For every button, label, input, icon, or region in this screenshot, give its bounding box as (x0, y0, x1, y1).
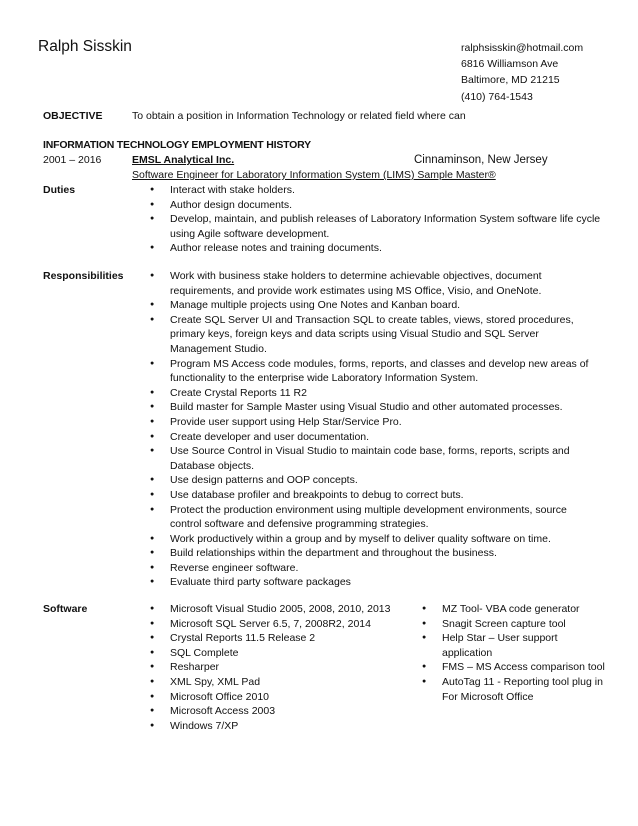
list-item: ● Use design patterns and OOP concepts. (150, 473, 592, 488)
duties-label: Duties (43, 184, 76, 196)
list-item: ● XML Spy, XML Pad (150, 675, 412, 690)
objective-text: To obtain a position in Information Technology or related field where can (132, 110, 466, 122)
employer-name: EMSL Analytical Inc. (132, 154, 235, 166)
street-address: 6816 Williamson Ave (461, 58, 559, 71)
employer-location: Cinnaminson, New Jersey (414, 154, 548, 166)
list-item: ● AutoTag 11 - Reporting tool plug in For Microsoft Office (422, 675, 607, 704)
list-item: ● FMS – MS Access comparison tool (422, 660, 607, 675)
objective-label: OBJECTIVE (43, 110, 103, 122)
list-item: ● Crystal Reports 11.5 Release 2 (150, 631, 412, 646)
list-item: ● Work with business stake holders to determine achievable objectives, document requirements, and provide work estimates using MS Office, Visio, and OneNote. (150, 269, 592, 298)
list-item: ● SQL Complete (150, 646, 412, 661)
list-item: ● Use database profiler and breakpoints to debug to correct buts. (150, 488, 592, 503)
list-item: ● Build master for Sample Master using Visual Studio and other automated processes. (150, 400, 592, 415)
job-title: Software Engineer for Laboratory Information System (LIMS) Sample Master® (132, 169, 496, 181)
list-item: ● Work productively within a group and by myself to deliver quality software on time. (150, 532, 592, 547)
contact-block (461, 40, 583, 105)
list-item: ● Microsoft SQL Server 6.5, 7, 2008R2, 2014 (150, 617, 412, 632)
phone-number: (410) 764-1543 (461, 90, 533, 103)
list-item: ● Microsoft Office 2010 (150, 690, 412, 705)
list-item: ● Create developer and user documentation. (150, 430, 592, 445)
list-item: ● Use Source Control in Visual Studio to maintain code base, forms, reports, scripts and Database objects. (150, 444, 592, 473)
list-item: ● Program MS Access code modules, forms, reports, and classes and develop new areas of functionality to the enterprise wide Laboratory Information System. (150, 357, 592, 386)
list-item: ● Evaluate third party software packages (150, 575, 592, 590)
responsibilities-label: Responsibilities (43, 270, 124, 282)
responsibilities-list (150, 269, 592, 590)
software-list-right (422, 602, 607, 704)
list-item: ● Create SQL Server UI and Transaction SQL to create tables, views, stored procedures, primary keys, foreign keys and data scripts using Visual Studio and SQL Server Management Studio. (150, 313, 592, 357)
list-item: ● Build relationships within the department and throughout the business. (150, 546, 592, 561)
software-list-left (150, 602, 412, 733)
software-label: Software (43, 603, 88, 615)
employment-dates: 2001 – 2016 (43, 154, 102, 166)
list-item: ● Protect the production environment using multiple development environments, source control software and defensive programming strategies. (150, 503, 592, 532)
candidate-name: Ralph Sisskin (38, 38, 132, 55)
list-item: ● Provide user support using Help Star/Service Pro. (150, 415, 592, 430)
list-item: ● Snagit Screen capture tool (422, 617, 607, 632)
list-item: ● Interact with stake holders. (150, 183, 602, 198)
duties-list (150, 183, 602, 256)
list-item: ● Manage multiple projects using One Notes and Kanban board. (150, 298, 592, 313)
list-item: ● MZ Tool- VBA code generator (422, 602, 607, 617)
list-item: ● Author design documents. (150, 198, 602, 213)
email-address: ralphsisskin@hotmail.com (461, 42, 584, 54)
city-state-zip: Baltimore, MD 21215 (461, 74, 560, 87)
list-item: ● Reverse engineer software. (150, 561, 592, 576)
employment-history-heading: INFORMATION TECHNOLOGY EMPLOYMENT HISTORY (43, 139, 311, 151)
list-item: ● Develop, maintain, and publish releases of Laboratory Information System software life cycle using Agile software development. (150, 212, 602, 241)
list-item: ● Windows 7/XP (150, 719, 412, 734)
list-item: ● Microsoft Visual Studio 2005, 2008, 2010, 2013 (150, 602, 412, 617)
list-item: ● Create Crystal Reports 11 R2 (150, 386, 592, 401)
list-item: ● Resharper (150, 660, 412, 675)
list-item: ● Microsoft Access 2003 (150, 704, 412, 719)
list-item: ● Help Star – User support application (422, 631, 607, 660)
list-item: ● Author release notes and training documents. (150, 241, 602, 256)
